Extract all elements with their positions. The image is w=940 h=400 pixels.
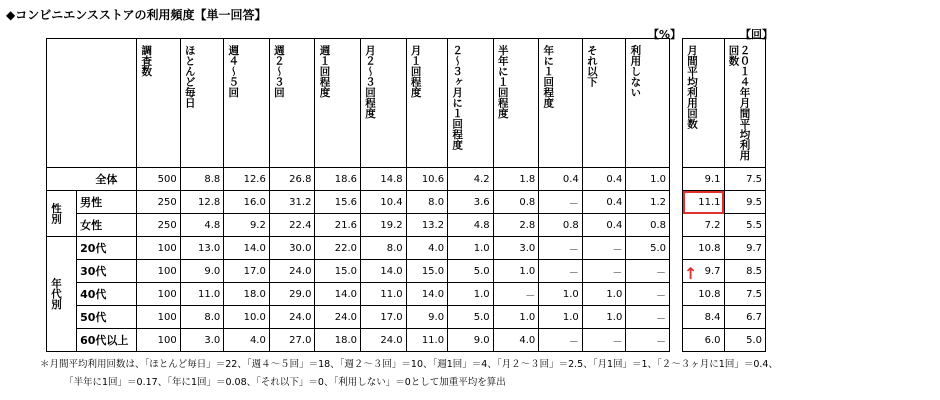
table-cell: － — [493, 283, 539, 306]
unit-times-label: 【回】 — [740, 28, 773, 41]
table-cell: 13.2 — [406, 214, 447, 237]
table-cell: 2.8 — [493, 214, 539, 237]
header-col-7: ２～３ヶ月に１回程度 — [451, 45, 464, 150]
table-cell: 1.0 — [539, 283, 583, 306]
table-cell: 24.0 — [315, 306, 361, 329]
table-cell: 29.0 — [269, 283, 315, 306]
table-cell: 18.6 — [315, 168, 361, 191]
table-row — [47, 237, 670, 260]
header-col-9: 年に１回程度 — [542, 45, 555, 108]
row-label: 30代 — [77, 260, 137, 283]
monthly-average-cell: 7.2 — [683, 214, 725, 237]
table-cell: 100 — [137, 329, 181, 352]
table-cell: 9.0 — [406, 306, 447, 329]
side-header-row — [683, 39, 766, 168]
table-cell: 5.0 — [448, 306, 494, 329]
table-cell: 3.0 — [493, 237, 539, 260]
table-cell: 100 — [137, 283, 181, 306]
header-col-2: 週４～５回 — [227, 45, 240, 98]
table-row — [47, 168, 670, 191]
table-cell: 1.0 — [626, 168, 670, 191]
table-cell: 18.0 — [224, 283, 270, 306]
table-cell: 31.2 — [269, 191, 315, 214]
header-row — [47, 39, 670, 168]
table-cell: 1.0 — [539, 306, 583, 329]
table-cell: 0.8 — [539, 214, 583, 237]
header-col-8: 半年に１回程度 — [496, 45, 509, 119]
table-cell: 24.0 — [269, 306, 315, 329]
table-cell: 10.0 — [224, 306, 270, 329]
table-cell: 15.0 — [315, 260, 361, 283]
table-cell: 8.0 — [361, 237, 407, 260]
monthly-average-2014-cell: 6.7 — [724, 306, 766, 329]
table-cell: 4.0 — [493, 329, 539, 352]
table-cell: 250 — [137, 191, 181, 214]
table-cell: － — [539, 329, 583, 352]
group-label-age: 年代別 — [50, 278, 63, 310]
side-table-row — [683, 283, 766, 306]
table-cell: 4.8 — [180, 214, 224, 237]
table-cell: 100 — [137, 306, 181, 329]
row-label: 男性 — [77, 191, 137, 214]
table-cell: 19.2 — [361, 214, 407, 237]
table-cell: 12.6 — [224, 168, 270, 191]
table-cell: 22.0 — [315, 237, 361, 260]
table-cell: 3.0 — [180, 329, 224, 352]
table-cell: － — [626, 283, 670, 306]
monthly-average-cell: 9.7 — [683, 260, 725, 283]
table-cell: 8.8 — [180, 168, 224, 191]
monthly-average-cell: 10.8 — [683, 283, 725, 306]
table-cell: － — [582, 329, 626, 352]
table-cell: － — [582, 260, 626, 283]
table-cell: 0.4 — [582, 214, 626, 237]
table-cell: 9.0 — [180, 260, 224, 283]
table-cell: 4.8 — [448, 214, 494, 237]
footnote-line-2: 「半年に1回」＝0.17、「年に1回」＝0.08、「それ以下」＝0、「利用しない」＝0として加重平均を算出 — [64, 377, 506, 388]
header-sample-size: 調査数 — [140, 45, 153, 77]
table-cell: － — [539, 237, 583, 260]
table-row — [47, 329, 670, 352]
table-cell: 1.2 — [626, 191, 670, 214]
header-col-10: それ以下 — [585, 45, 598, 87]
table-cell: 11.0 — [361, 283, 407, 306]
row-label: 女性 — [77, 214, 137, 237]
table-cell: 11.0 — [180, 283, 224, 306]
table-cell: － — [626, 329, 670, 352]
monthly-average-2014-cell: 7.5 — [724, 168, 766, 191]
table-cell: 0.8 — [493, 191, 539, 214]
table-cell: 1.0 — [448, 283, 494, 306]
table-cell: 4.0 — [406, 237, 447, 260]
table-cell: 12.8 — [180, 191, 224, 214]
table-cell: － — [626, 260, 670, 283]
table-cell: 8.0 — [180, 306, 224, 329]
table-cell: 3.6 — [448, 191, 494, 214]
table-cell: 250 — [137, 214, 181, 237]
side-table-row — [683, 191, 766, 214]
table-cell: 22.4 — [269, 214, 315, 237]
monthly-average-cell: 6.0 — [683, 329, 725, 352]
row-label: 全体 — [77, 168, 137, 191]
row-label: 60代以上 — [77, 329, 137, 352]
table-cell: 27.0 — [269, 329, 315, 352]
side-table-row — [683, 306, 766, 329]
monthly-average-cell: 10.8 — [683, 237, 725, 260]
up-arrow-icon: ↑ — [684, 264, 698, 283]
table-cell: 30.0 — [269, 237, 315, 260]
table-cell: 0.4 — [582, 168, 626, 191]
table-cell: 1.0 — [582, 306, 626, 329]
table-cell: 11.0 — [406, 329, 447, 352]
side-table-row — [683, 237, 766, 260]
table-cell: 4.0 — [224, 329, 270, 352]
table-cell: 24.0 — [361, 329, 407, 352]
monthly-average-2014-cell: 7.5 — [724, 283, 766, 306]
table-cell: 16.0 — [224, 191, 270, 214]
table-cell: 8.0 — [406, 191, 447, 214]
header-monthly-average: 月間平均利用回数 — [686, 45, 699, 129]
monthly-average-2014-cell: 5.5 — [724, 214, 766, 237]
group-label-gender: 性別 — [50, 203, 63, 224]
side-table-row — [683, 329, 766, 352]
side-table-row — [683, 168, 766, 191]
table-cell: 14.0 — [361, 260, 407, 283]
monthly-average-table — [682, 38, 766, 352]
table-cell: 10.6 — [406, 168, 447, 191]
table-cell: 26.8 — [269, 168, 315, 191]
monthly-average-2014-cell: 9.5 — [724, 191, 766, 214]
header-col-1: ほとんど毎日 — [183, 45, 196, 108]
row-label: 20代 — [77, 237, 137, 260]
table-cell: 1.0 — [448, 237, 494, 260]
header-2014-monthly-average: ２０１４年月間平均利用回数 — [727, 45, 751, 161]
row-label: 40代 — [77, 283, 137, 306]
footnote — [40, 356, 778, 392]
header-col-11: 利用しない — [629, 45, 642, 98]
header-col-4: 週１回程度 — [318, 45, 331, 98]
table-row — [47, 283, 670, 306]
page-title: ◆コンビニエンスストアの利用頻度【単一回答】 — [6, 8, 267, 22]
table-cell: 14.0 — [224, 237, 270, 260]
table-cell: 1.0 — [493, 260, 539, 283]
monthly-average-2014-cell: 9.7 — [724, 237, 766, 260]
table-cell: 5.0 — [448, 260, 494, 283]
table-cell: 15.6 — [315, 191, 361, 214]
table-cell: － — [582, 237, 626, 260]
table-cell: 1.0 — [582, 283, 626, 306]
header-col-6: 月１回程度 — [409, 45, 422, 98]
table-cell: 500 — [137, 168, 181, 191]
monthly-average-2014-cell: 8.5 — [724, 260, 766, 283]
table-cell: 17.0 — [361, 306, 407, 329]
table-row — [47, 260, 670, 283]
table-cell: 17.0 — [224, 260, 270, 283]
footnote-line-1: ＊月間平均利用回数は、「ほとんど毎日」＝22、「週４～５回」＝18、「週２～３回」＝10、「週1回」＝4、「月２～３回」＝2.5、「月1回」＝1、「２～３ヶ月に1回」＝0.4、 — [40, 359, 778, 370]
monthly-average-2014-cell: 5.0 — [724, 329, 766, 352]
table-cell: 15.0 — [406, 260, 447, 283]
monthly-average-cell: 8.4 — [683, 306, 725, 329]
table-cell: 4.2 — [448, 168, 494, 191]
table-row — [47, 306, 670, 329]
table-cell: 14.8 — [361, 168, 407, 191]
table-row — [47, 191, 670, 214]
table-cell: 1.8 — [493, 168, 539, 191]
monthly-average-cell: 9.1 — [683, 168, 725, 191]
header-col-5: 月２～３回程度 — [364, 45, 377, 119]
row-label: 50代 — [77, 306, 137, 329]
table-cell: 5.0 — [626, 237, 670, 260]
table-cell: 0.8 — [626, 214, 670, 237]
table-row — [47, 214, 670, 237]
table-cell: 100 — [137, 260, 181, 283]
table-cell: － — [626, 306, 670, 329]
monthly-average-cell: 11.1 — [683, 191, 725, 214]
table-cell: 100 — [137, 237, 181, 260]
table-cell: 0.4 — [582, 191, 626, 214]
table-cell: 14.0 — [315, 283, 361, 306]
table-cell: 9.0 — [448, 329, 494, 352]
frequency-table — [46, 38, 670, 352]
table-cell: 10.4 — [361, 191, 407, 214]
table-cell: － — [539, 260, 583, 283]
table-cell: 1.0 — [493, 306, 539, 329]
table-cell: 13.0 — [180, 237, 224, 260]
header-col-3: 週２～３回 — [272, 45, 285, 98]
unit-percent-label: 【%】 — [648, 28, 682, 41]
table-cell: 24.0 — [269, 260, 315, 283]
side-table-row — [683, 214, 766, 237]
table-cell: 0.4 — [539, 168, 583, 191]
table-cell: 21.6 — [315, 214, 361, 237]
table-cell: 9.2 — [224, 214, 270, 237]
table-cell: 14.0 — [406, 283, 447, 306]
table-cell: 18.0 — [315, 329, 361, 352]
table-cell: － — [539, 191, 583, 214]
